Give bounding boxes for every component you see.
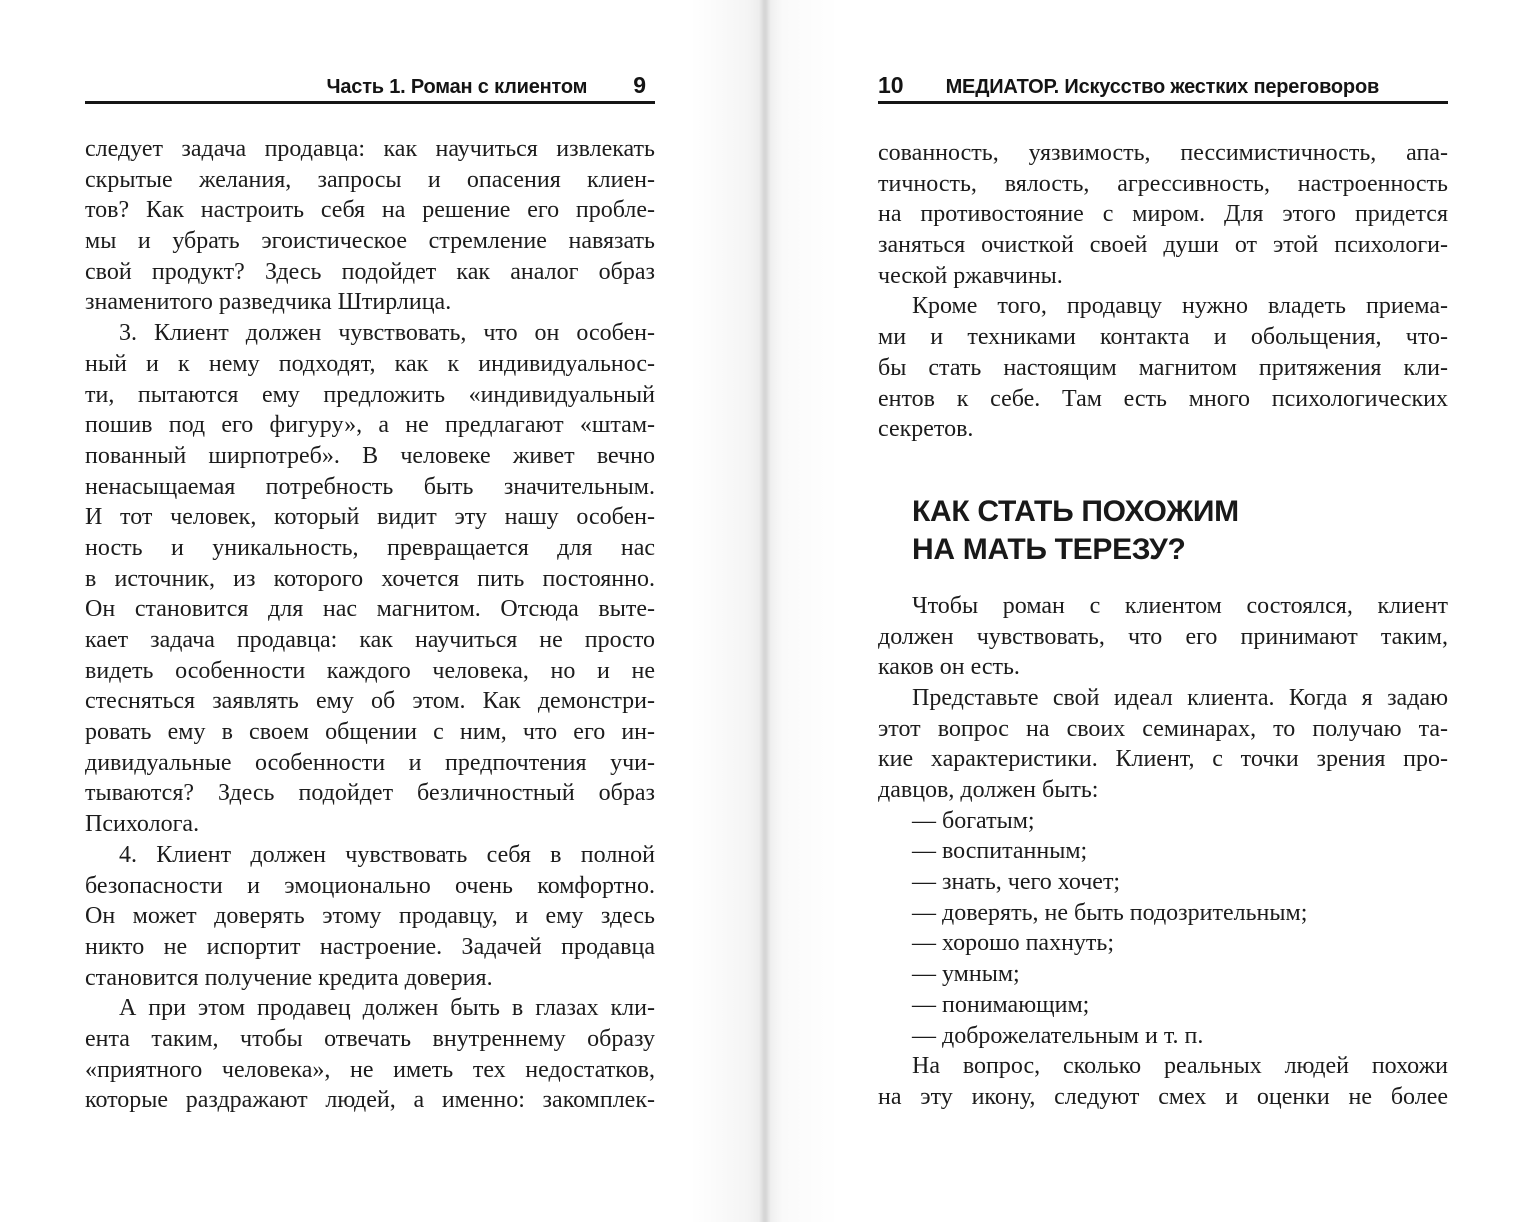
list-item-line: — доверять, не быть подозрительным; xyxy=(912,899,1308,926)
page-left xyxy=(85,0,655,1222)
text-line: этот вопрос на своих семинарах, то получаю та- xyxy=(878,715,1448,742)
text-line: безопасности и эмоционально очень комфортно. xyxy=(85,872,655,899)
text-line: в источник, из которого хочется пить постоянно. xyxy=(85,565,655,592)
text-line: свой продукт? Здесь подойдет как аналог образ xyxy=(85,258,655,285)
text-line: ентов к себе. Там есть много психологических xyxy=(878,385,1448,412)
text-line: становится получение кредита доверия. xyxy=(85,964,493,991)
text-line: должен чувствовать, что его принимают таким, xyxy=(878,623,1448,650)
text-line: кие характеристики. Клиент, с точки зрения про- xyxy=(878,746,1448,773)
text-line: ный и к нему подходят, как к индивидуальнос- xyxy=(85,350,655,377)
text-line: на противостояние с миром. Для этого придется xyxy=(878,201,1448,228)
text-line: сованность, уязвимость, пессимистичность, апа- xyxy=(878,140,1448,166)
page-right xyxy=(878,0,1448,1222)
text-line: ненасыщаемая потребность быть значительным. xyxy=(85,473,655,500)
text-line: ми и техниками контакта и обольщения, что- xyxy=(878,324,1448,351)
text-line: скрытые желания, запросы и опасения клиен- xyxy=(85,166,655,193)
running-head-left xyxy=(85,72,655,99)
text-line: А при этом продавец должен быть в глазах кли- xyxy=(119,995,655,1022)
chapter-title: Часть 1. Роман с клиентом xyxy=(326,76,588,98)
list-item-line: — знать, чего хочет; xyxy=(912,869,1121,896)
text-line: ческой ржавчины. xyxy=(878,262,1063,289)
page-right-text xyxy=(878,138,1448,1113)
text-line: видеть особенности каждого человека, но и не xyxy=(85,657,655,684)
header-rule xyxy=(85,101,655,104)
text-line: И тот человек, который видит эту нашу особен- xyxy=(85,504,655,531)
text-line: никто не испортит настроение. Задачей продавца xyxy=(85,933,655,960)
list-item-line: — умным; xyxy=(912,961,1020,988)
text-line: ность и уникальность, превращается для нас xyxy=(85,534,655,561)
text-line: ровать ему в своем общении с ним, что его ин- xyxy=(85,719,655,746)
page-left-text xyxy=(85,134,655,1116)
text-line: Представьте свой идеал клиента. Когда я задаю xyxy=(912,684,1448,711)
page-number: 10 xyxy=(878,72,904,98)
text-line: кает задача продавца: как научиться не просто xyxy=(85,627,655,653)
text-line: На вопрос, сколько реальных людей похожи xyxy=(912,1053,1448,1080)
text-line: тываются? Здесь подойдет безличностный образ xyxy=(85,780,655,807)
text-line: Чтобы роман с клиентом состоялся, клиент xyxy=(912,592,1448,619)
text-line: секретов. xyxy=(878,416,974,443)
heading-line: НА МАТЬ ТЕРЕЗУ? xyxy=(912,532,1186,566)
book-spine-shadow xyxy=(690,0,840,1222)
list-item-line: — хорошо пахнуть; xyxy=(912,930,1115,957)
text-line: заняться очисткой своей души от этой психологи- xyxy=(878,232,1448,259)
list-item-line: — доброжелательным и т. п. xyxy=(912,1022,1204,1049)
text-line: Он становится для нас магнитом. Отсюда выте- xyxy=(85,596,655,623)
text-line: тов? Как настроить себя на решение его пробле- xyxy=(85,197,655,224)
text-line: тичность, вялость, агрессивность, настроенность xyxy=(878,170,1448,197)
running-head-right xyxy=(878,72,1448,99)
text-line: давцов, должен быть: xyxy=(878,777,1099,803)
text-line: Он может доверять этому продавцу, и ему здесь xyxy=(85,903,655,930)
text-line: «приятного человека», не иметь тех недостатков, xyxy=(85,1056,655,1083)
text-line: ти, пытаются ему предложить «индивидуальный xyxy=(85,381,655,408)
text-line: каков он есть. xyxy=(878,654,1020,681)
section-heading xyxy=(878,493,1448,569)
text-line: бы стать настоящим магнитом притяжения кли- xyxy=(878,354,1448,381)
list-item-line: — воспитанным; xyxy=(912,838,1088,865)
text-line: пошив под его фигуру», а не предлагают «штам- xyxy=(85,412,655,439)
text-line: ента таким, чтобы отвечать внутреннему образу xyxy=(85,1025,655,1052)
text-line: Кроме того, продавцу нужно владеть приема- xyxy=(912,293,1448,320)
header-rule xyxy=(878,101,1448,104)
page-number: 9 xyxy=(633,72,646,98)
text-line: которые раздражают людей, а именно: закомплек- xyxy=(85,1087,655,1114)
text-line: стесняться заявлять ему об этом. Как демонстри- xyxy=(85,688,655,715)
text-line: 4. Клиент должен чувствовать себя в полной xyxy=(119,841,655,868)
text-line: знаменитого разведчика Штирлица. xyxy=(85,289,452,316)
list-item-line: — богатым; xyxy=(912,807,1035,834)
text-line: 3. Клиент должен чувствовать, что он особен- xyxy=(119,320,655,347)
text-line: мы и убрать эгоистическое стремление навязать xyxy=(85,228,655,255)
list-item-line: — понимающим; xyxy=(912,991,1090,1018)
text-line: дивидуальные особенности и предпочтения учи- xyxy=(85,749,655,776)
text-line: пованный ширпотреб». В человеке живет вечно xyxy=(85,442,655,469)
text-line: на эту икону, следуют смех и оценки не более xyxy=(878,1083,1448,1110)
text-line: следует задача продавца: как научиться извлекать xyxy=(85,136,655,162)
text-line: Психолога. xyxy=(85,811,200,838)
heading-line: КАК СТАТЬ ПОХОЖИМ xyxy=(912,494,1239,528)
book-title: МЕДИАТОР. Искусство жестких переговоров xyxy=(945,76,1380,98)
